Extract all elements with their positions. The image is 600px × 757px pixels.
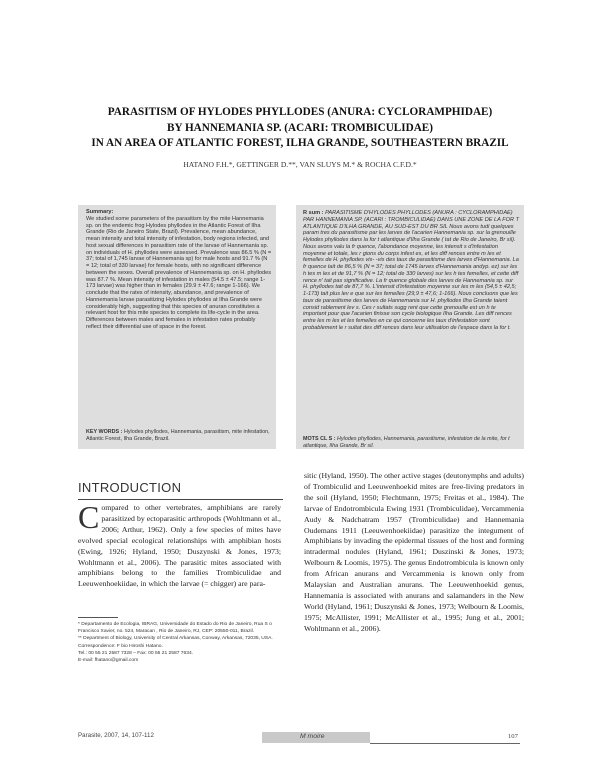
mots-cles-text: Hylodes phyllodes, Hannemania, parasitisme, infestation de la mite, for t atlantique, Ilha Grande, Br sil. bbox=[303, 436, 510, 449]
resume bbox=[303, 210, 519, 332]
footnotes bbox=[78, 621, 283, 664]
summary-keywords bbox=[86, 429, 272, 442]
footnote-affiliation-2: ** Department of Biology, University of Central Arkansas, Conway, Arkansas, 72035, USA. bbox=[78, 636, 273, 642]
title-line-3: IN AN AREA OF ATLANTIC FOREST, ILHA GRANDE, SOUTHEASTERN BRAZIL bbox=[91, 137, 509, 149]
footer-rule bbox=[370, 743, 520, 744]
keywords-text: Hylodes phyllodes, Hannemania, parasitism, mite infestation, Atlantic Forest, Ilha Grande, Brazil. bbox=[86, 429, 270, 442]
intro-left-column bbox=[78, 499, 281, 590]
journal-citation: Parasite, 2007, 14, 107-112 bbox=[78, 732, 154, 739]
introduction-heading: INTRODUCTION bbox=[78, 480, 182, 495]
title-line-2: BY HANNEMANIA SP. (ACARI: TROMBICULIDAE) bbox=[167, 121, 433, 134]
article-type: M moire bbox=[300, 733, 325, 740]
resume-keywords bbox=[303, 436, 519, 449]
page-number: 107 bbox=[508, 733, 518, 740]
resume-label: R sum : bbox=[303, 210, 324, 216]
summary-text: We studied some parameters of the parasitism by the mite Hannemania sp. on the endemic frog Hylodes phyllodes in the Atlantic Forest of Ilha Grande (Rio de Janeiro State, Brazil). Prevalence, mean abundance, mean intensity and total intensity of infestation, body regions infected, and host sexual differences in parasitism rate of the larvae of Hannemania sp. on individuals of H. phyllodes were assessed. Prevalence was 86.5 % (N = 37; total of 1,745 larvae of Hannemania sp) for male hosts and 91.7 % (N = 12; total of 330 larvae) for female hosts, with no significant difference between the sexes. Overall prevalence of Hannemania sp. on H. phyllodes was 87.7 %. Mean intensity of infestation in males (54.5 ± 47.5; range 1-173 larvae) was higher than in females (29.9 ± 47.6; range 1-166). We conclude that the rates of intensity, abundance, and prevalence of Hannemania larvae parasitizing Hylodes phyllodes at Ilha Grande were considerably high, suggesting that this species of anuran constitutes a relevant host for this mite species to complete its life-cycle in the area. Differences between males and females in infestation rates probably reflect their differential use of space in the forest. bbox=[86, 215, 272, 330]
mots-cles-label: MOTS CL S : bbox=[303, 436, 336, 442]
email: E-mail: fhatano@gmail.com bbox=[78, 658, 139, 664]
article-title bbox=[60, 105, 540, 152]
heading-rule bbox=[78, 499, 283, 500]
summary-label: Summary: bbox=[86, 209, 114, 215]
resume-text: Nous avons tudi quelques param tres du parasitisme par les larves de l'acarien Hannemania sp. sur la grenouille Hylodes phyllodes dans la for t atlantique d'Ilha Grande ( tat de Rio de Janeiro, Br sil). Nous avons valu la fr quence, l'abondance moyenne, les intensit s d'infestation moyenne et totale, les r gions du corps infest es, et les diff rences entre m les et femelles de H. phyllodes vis- -vis des taux de parasitisme des larves d'Hannemania. La fr quence tait de 86,5 % (N = 37; total de 1745 larves d'Hannemania andyp. ez) sur les h tes m les et de 91,7 % (N = 12; total de 330 larves) sur les h tes femelles, et cette diff rence n' tait pas significative. La fr quence globale des larves de Hannemania sp. sur H. phyllodes tait de 87,7 %. L'intensit d'infestation moyenne sur les m les (54,5 ± 42,5; 1-173) tait plus lev e que sur les femelles (29,9 ± 47,6; 1-166). Nous concluons que les taux de parasitisme des larves de Hannemania sur H. phyllodes Ilha Grande taient consid rablement lev s. Ces r sultats sugg rent que cette grenouille est un h te important pour que l'acarien finisse son cycle biologique Ilha Grande. Les diff rences entre les m les et les femelles en ce qui concerne les taux d'infestation sont probablement le r sultat des diff rences dans leur utilisation de l'espace dans la for t. bbox=[303, 223, 519, 331]
footnote-affiliation-1: * Departamento de Ecologia, IBRAG, Universidade do Estado do Rio de Janeiro, Rua S o Francisco Xavier, no. 524, Maracan , Rio de Janeiro, RJ, CEP: 20550-011, Brazil. bbox=[78, 622, 272, 635]
intro-left-text: ompared to other vertebrates, amphibians are rarely parasitized by ectoparasitic arthropods (Wohltmann et al., 2006; Arthur, 1962). Only a few species of mites have evolved special ecological relationships with amphibian hosts (Ewing, 1926; Hyland, 1950; Duszynski & Jones, 1973; Wohltmann et al., 2006). The parasitic mites associated with amphibians belong to the families Trombiculidae and Leeuwenhoekiidae, in which the larvae (= chigger) are para- bbox=[78, 503, 281, 589]
authors: HATANO F.H.*, GETTINGER D.**, VAN SLUYS M.* & ROCHA C.F.D.* bbox=[183, 160, 417, 169]
footnote-rule bbox=[78, 617, 118, 618]
keywords-label: KEY WORDS : bbox=[86, 429, 123, 435]
drop-cap: C bbox=[78, 499, 100, 535]
resume-heading: PARASITISME D'HYLODES PHYLLODES (ANURA : CYCLORAMPHIDAE) PAR HANNEMANIA SP. (ACARI : TROMBICULIDAE) DANS UNE ZONE DE LA FOR T ATLANTIQUE D'ILHA GRANDE, AU SUD-EST DU BR SIL bbox=[303, 210, 520, 230]
title-line-1: PARASITISM OF HYLODES PHYLLODES (ANURA: CYCLORAMPHIDAE) bbox=[107, 106, 493, 118]
summary bbox=[86, 209, 272, 331]
phone-fax: Tel.: 00 55 21 2587 7328 – Fax: 00 55 21 2587 7634. bbox=[78, 650, 194, 656]
intro-right-column: sitic (Hyland, 1950). The other active stages (deutonymphs and adults) of Trombiculid and Leeuwenhoekid mites are free-living predators in the soil (Hyland, 1950; Flechtmann, 1975; Freitas et al., 1984). The larvae of Endotrombicula Ewing 1931 (Trombiculidae), Vercammenia Audy & Nadchatram 1957 (Trombiculidae) and Hannemania Oudemans 1911 (Leeuwenhoekiidae) parasitize the integument of Amphibians by invading the epidermal tissues of the host and forming intradermal nodules (Hyland, 1961; Duszinski & Jones, 1973; Welbourn & Loomis, 1975). The genus Endotrombicula is known only from African anurans and Vercammenia is known only from Malaysian and Australian anurans. The Leeuwenhoekid genus, Hannemania is associated with anurans and salamanders in the New World (Hyland, 1961; Duszynski & Jones, 1973; Welbourn & Loomis, 1975; McAllister, 1991; McAllister et al., 1995; Jung et al., 2001; Wohltmann et al., 2006). bbox=[304, 471, 524, 633]
correspondence: Correspondence: F bio Hiroshi Hatano. bbox=[78, 643, 163, 649]
